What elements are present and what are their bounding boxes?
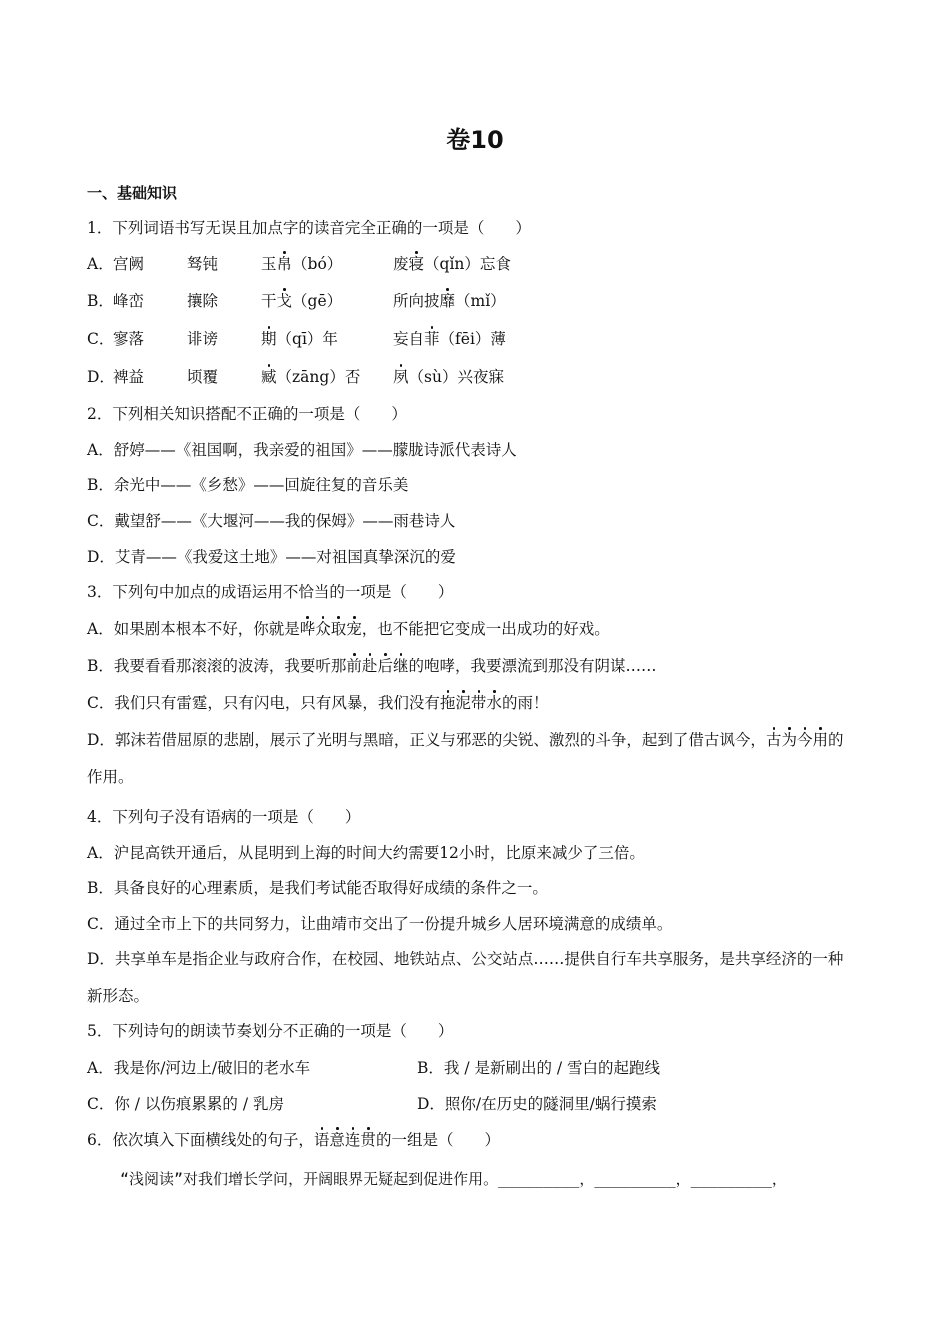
q4-option-d[interactable]: D．共享单车是指企业与政府合作，在校园、地铁站点、公交站点……提供自行车共享服务，是共享经济的一种新形态。 — [87, 950, 844, 1005]
q2-option-b[interactable]: B．余光中——《乡愁》——回旋往复的音乐美 — [87, 476, 409, 494]
question-1-stem: 1．下列词语书写无误且加点字的读音完全正确的一项是（ ） — [87, 219, 531, 237]
q5-option-b[interactable]: B．我 / 是新刷出的 / 雪白的起跑线 — [417, 1059, 661, 1077]
q1-option-b[interactable]: B．峰峦 攘除 干戈（gē） 所向披靡（mǐ） — [87, 292, 506, 310]
q2-option-a[interactable]: A．舒婷——《祖国啊，我亲爱的祖国》——朦胧诗派代表诗人 — [87, 441, 517, 459]
question-5-stem: 5．下列诗句的朗读节奏划分不正确的一项是（ ） — [87, 1022, 454, 1040]
question-4-stem: 4．下列句子没有语病的一项是（ ） — [87, 808, 361, 826]
q5-options-row-2 — [87, 1093, 657, 1115]
q3-option-d[interactable]: D．郭沫若借屈原的悲剧，展示了光明与黑暗，正义与邪恶的尖锐、激烈的斗争，起到了借古讽今，古为今用的作用。 — [87, 731, 844, 786]
q4-option-a[interactable]: A．沪昆高铁开通后，从昆明到上海的时间大约需要12小时，比原来减少了三倍。 — [87, 844, 645, 862]
dotted-idiom: 前赴后继 — [346, 657, 409, 675]
dotted-idiom: 古为今用 — [765, 731, 828, 749]
dotted-idiom: 哗众取宠 — [299, 620, 362, 638]
q6-passage: “浅阅读”对我们增长学问，开阔眼界无疑起到促进作用。_________，_________，_________， — [120, 1170, 787, 1188]
section-heading: 一、基础知识 — [87, 184, 178, 202]
q3-option-a[interactable]: A．如果剧本根本不好，你就是哗众取宠，也不能把它变成一出成功的好戏。 — [87, 620, 610, 638]
page-title: 卷10 — [446, 126, 504, 154]
dotted-phrase: 语意连贯 — [313, 1131, 376, 1149]
q2-option-c[interactable]: C．戴望舒——《大堰河——我的保姆》——雨巷诗人 — [87, 512, 456, 530]
question-3-stem: 3．下列句中加点的成语运用不恰当的一项是（ ） — [87, 583, 454, 601]
q5-option-c[interactable]: C．你 / 以伤痕累累的 / 乳房 — [87, 1095, 285, 1113]
q3-option-c[interactable]: C．我们只有雷霆，只有闪电，只有风暴，我们没有拖泥带水的雨！ — [87, 694, 549, 712]
q2-option-d[interactable]: D．艾青——《我爱这土地》——对祖国真挚深沉的爱 — [87, 548, 456, 566]
q5-option-a[interactable]: A．我是你/河边上/破旧的老水车 — [87, 1059, 311, 1077]
question-2-stem: 2．下列相关知识搭配不正确的一项是（ ） — [87, 405, 407, 423]
q4-option-b[interactable]: B．具备良好的心理素质，是我们考试能否取得好成绩的条件之一。 — [87, 879, 548, 897]
question-6-stem: 6．依次填入下面横线处的句子，语意连贯的一组是（ ） — [87, 1131, 500, 1149]
q1-option-a[interactable]: A．宫阙 驽钝 玉帛（bó） 废寝（qǐn）忘食 — [87, 255, 511, 273]
dotted-idiom: 拖泥带水 — [439, 694, 502, 712]
q5-options-row-1 — [87, 1057, 660, 1079]
q4-option-c[interactable]: C．通过全市上下的共同努力，让曲靖市交出了一份提升城乡人居环境满意的成绩单。 — [87, 915, 673, 933]
q5-option-d[interactable]: D．照你/在历史的隧洞里/蜗行摸索 — [417, 1095, 657, 1113]
q1-option-d[interactable]: D．裨益 顷覆 臧（zāng）否 夙（sù）兴夜寐 — [87, 368, 504, 386]
q3-option-b[interactable]: B．我要看看那滚滚的波涛，我要听那前赴后继的咆哮，我要漂流到那没有阴谋…… — [87, 657, 657, 675]
q1-option-c[interactable]: C．寥落 诽谤 期（qī）年 妄自菲（fēi）薄 — [87, 330, 506, 348]
